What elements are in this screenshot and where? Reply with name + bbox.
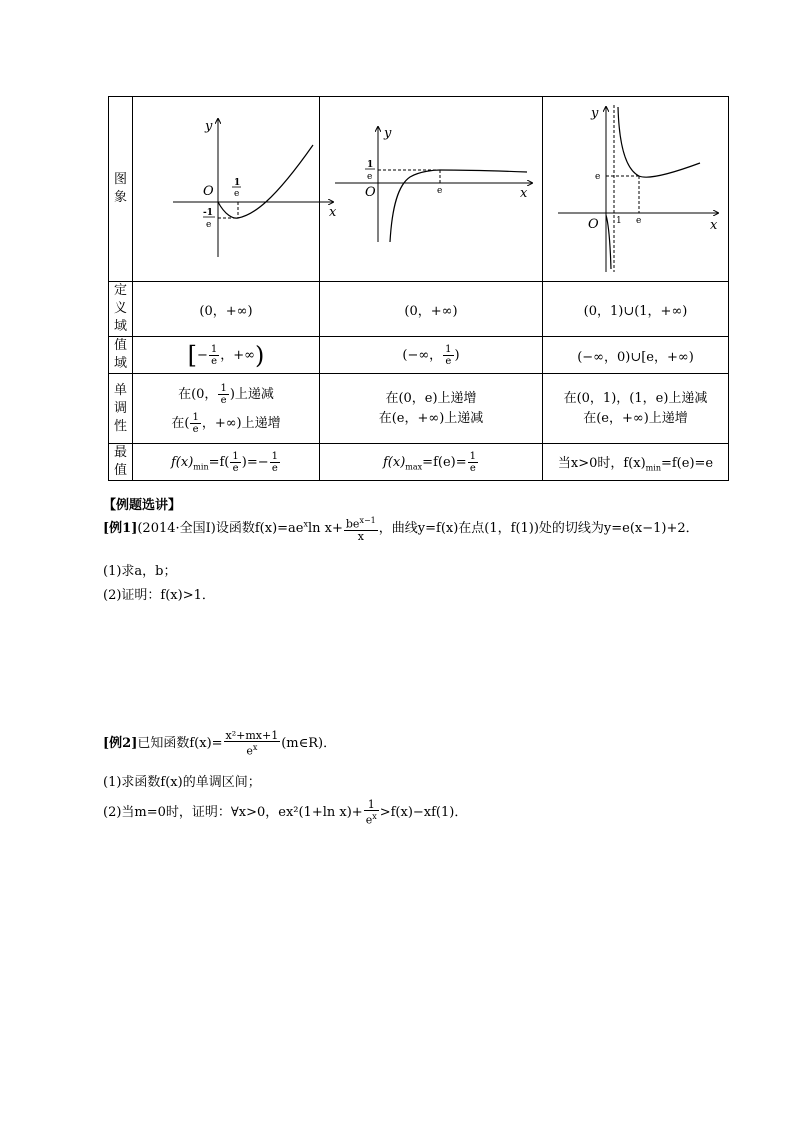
tick-label: e	[206, 220, 212, 230]
graph-cell-2	[320, 97, 543, 282]
origin-label: O	[588, 217, 599, 232]
row-label-char: 调	[113, 400, 127, 416]
example2-statement: [例2]已知函数f(x)= $\frac{\text{x²+mx+1}}{e^x}$ (m∈R)．	[103, 729, 337, 758]
fraction: $\frac{1}{e}$	[445, 343, 452, 367]
row-label-extremum	[109, 444, 133, 481]
range-text: ，+∞	[220, 347, 255, 363]
row-label-graph	[109, 97, 133, 282]
range-text: −	[196, 347, 208, 363]
graph-cell-1	[133, 97, 337, 282]
range-cell-2	[320, 337, 543, 374]
y-axis-label: y	[384, 126, 392, 141]
example1-q2: (2)证明：f(x)>1．	[103, 588, 215, 603]
row-label-char: 定	[113, 283, 127, 298]
monotonic-cell-3: 在(0，1)，(1，e)上递减 在(e，+∞)上递增	[543, 374, 729, 444]
range-cell-3: (−∞，0)∪[e，+∞)	[543, 337, 729, 374]
row-label-char: 性	[113, 418, 127, 434]
graph-x-over-lnx	[543, 97, 728, 277]
example1-statement: [例1](2014·全国Ⅰ)设函数$f(x)=ae^x\ln$ x+ $\frac{be^{x-1}}{x}$ ，曲线y=f(x)在点(1，f(1))处的切线为y=e(x−1)+2．	[103, 516, 699, 543]
monotonic-cell-1: 在(0， $\frac{1}{e}$ )上递减 在( $\frac{1}{e}$ ，+∞)上递增	[133, 374, 320, 444]
section-title: 【例题选讲】	[103, 498, 182, 513]
row-label-char: 域	[113, 319, 127, 334]
row-label-char: 最	[113, 445, 127, 460]
tick-label: e	[595, 172, 601, 182]
example2-q1: (1)求函数f(x)的单调区间；	[103, 775, 261, 790]
extremum-cell-1: $f(x)_{min}=f$( $\frac{1}{e}$ )=− $\frac{1}{e}$	[133, 444, 320, 481]
row-label-monotonic	[109, 374, 133, 444]
row-label-char: 图	[113, 172, 127, 187]
tick-label: 1	[367, 160, 374, 170]
x-axis-label: x	[329, 205, 337, 220]
monotonic-cell-2: 在(0，e)上递增 在(e，+∞)上递减	[320, 374, 543, 444]
range-text: (−∞，	[402, 347, 443, 363]
row-label-domain	[109, 282, 133, 337]
function-properties-table	[108, 96, 729, 481]
tick-label: -1	[203, 208, 213, 218]
range-text: )	[454, 347, 460, 363]
graph-lnx-over-x	[320, 97, 542, 277]
domain-cell-1: (0，+∞)	[133, 282, 320, 337]
tick-label: e	[234, 189, 240, 199]
row-label-char: 域	[113, 356, 127, 371]
graph-cell-3	[543, 97, 729, 282]
example-label: [例1]	[103, 520, 138, 536]
origin-label: O	[203, 184, 214, 199]
tick-label: e	[636, 216, 642, 226]
example2-q2: (2)当m=0时，证明：∀x>0，ex²(1+ln x)+ $\frac{1}{e^x}$ >f(x)−xf(1)．	[103, 798, 468, 827]
row-label-char: 义	[113, 301, 127, 316]
domain-cell-2: (0，+∞)	[320, 282, 543, 337]
x-axis-label: x	[710, 218, 718, 233]
row-label-char: 单	[113, 382, 127, 398]
graph-xlnx	[133, 97, 337, 277]
row-label-char: 象	[113, 190, 127, 205]
origin-label: O	[365, 185, 376, 200]
y-axis-label: y	[205, 119, 213, 134]
tick-label: 1	[234, 178, 241, 188]
tick-label: e	[437, 186, 443, 196]
tick-label: 1	[616, 216, 622, 226]
fraction: $\frac{1}{e}$	[210, 343, 218, 367]
row-label-range	[109, 337, 133, 374]
x-axis-label: x	[520, 186, 528, 201]
example-label: [例2]	[103, 735, 138, 751]
extremum-cell-2: $f(x)_{max}=f(e)=$ $\frac{1}{e}$	[320, 444, 543, 481]
y-axis-label: y	[591, 106, 599, 121]
tick-label: e	[367, 172, 373, 182]
extremum-cell-3: 当x>0时，$f(x)_{min}=f(e)=e$	[543, 444, 729, 481]
row-label-char: 值	[113, 338, 127, 353]
row-label-char: 值	[113, 463, 127, 478]
domain-cell-3: (0，1)∪(1，+∞)	[543, 282, 729, 337]
range-cell-1: [− $\frac{1}{e}$ ，+∞)	[133, 337, 320, 374]
example1-q1: (1)求a，b；	[103, 564, 177, 579]
